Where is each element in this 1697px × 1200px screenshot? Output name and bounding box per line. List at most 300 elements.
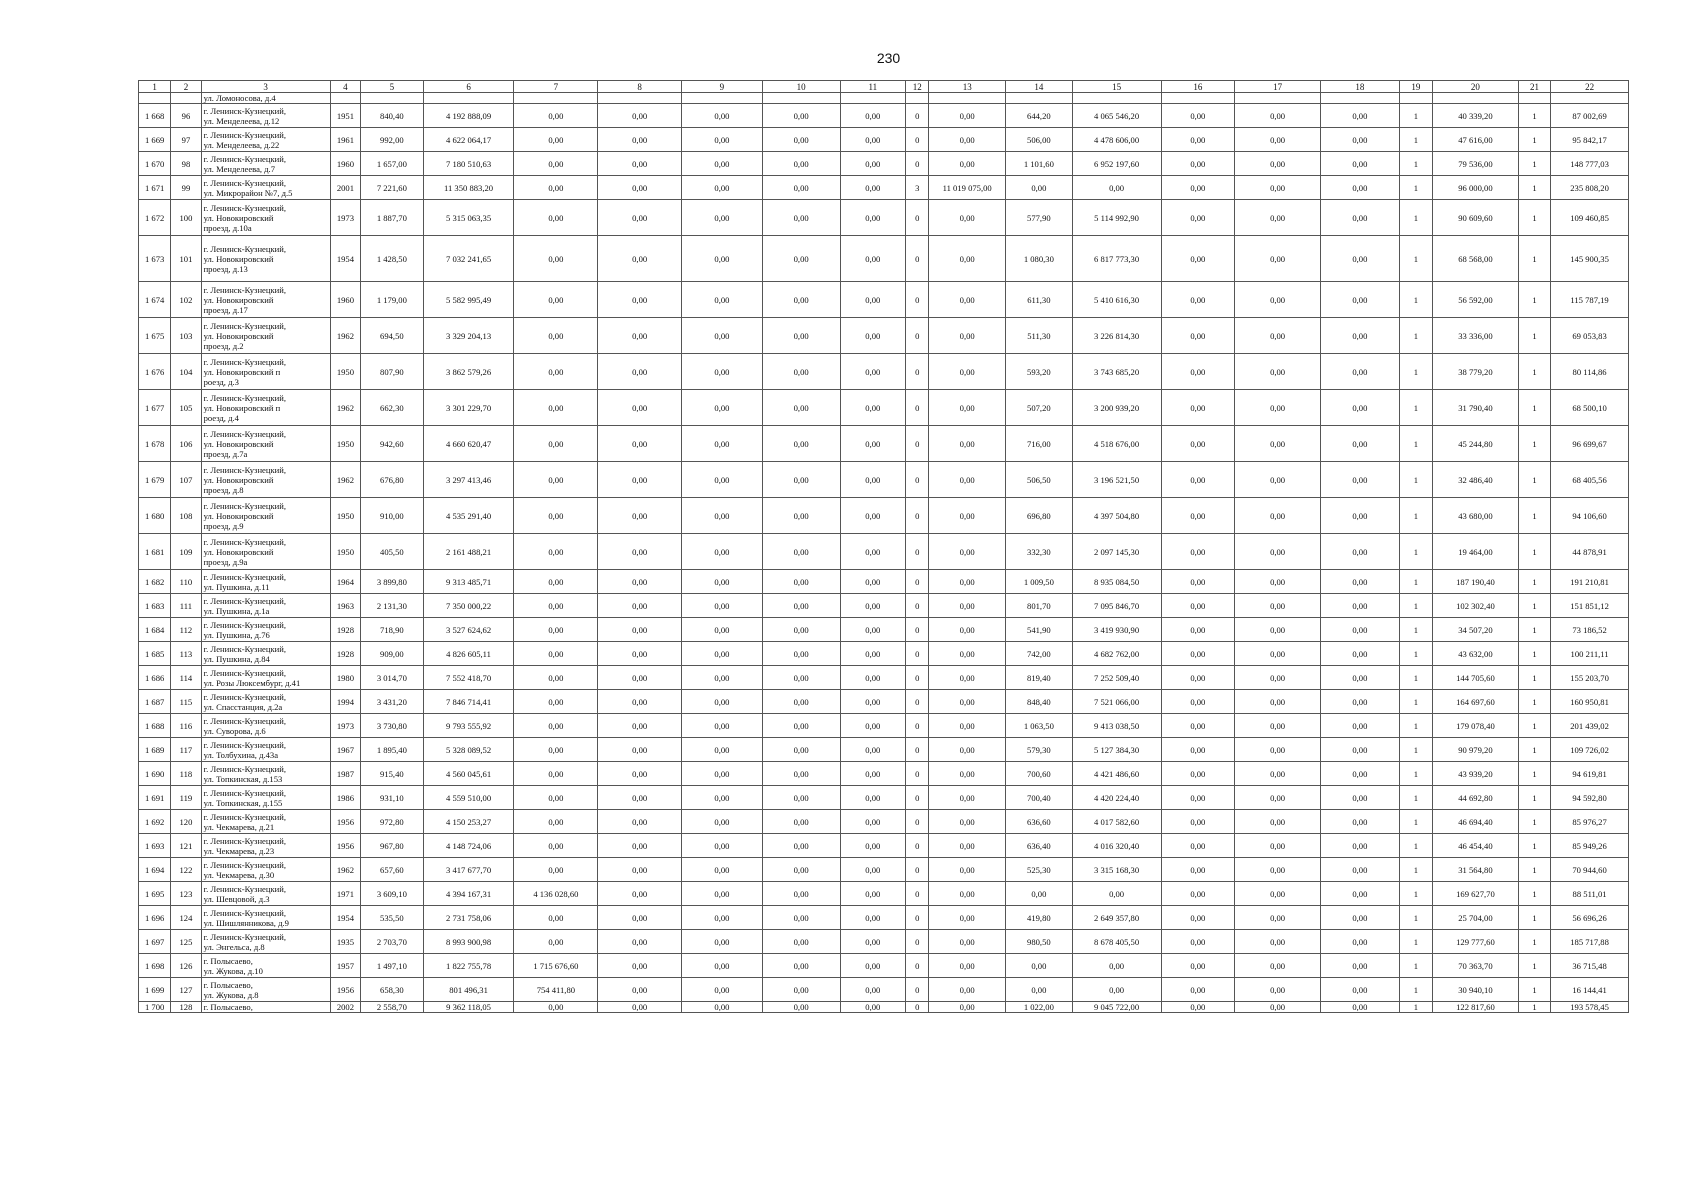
cell-col-22: 44 878,91 (1551, 534, 1629, 570)
cell-col-9: 0,00 (682, 354, 763, 390)
table-row (139, 738, 1629, 762)
cell-col-14: 0,00 (1006, 954, 1073, 978)
cell-col-15: 3 200 939,20 (1072, 390, 1161, 426)
cell-col-13: 0,00 (929, 200, 1006, 236)
cell-col-11: 0,00 (840, 534, 906, 570)
cell-col-7: 0,00 (514, 426, 598, 462)
cell-col-20: 56 592,00 (1433, 282, 1519, 318)
cell-col-7: 0,00 (514, 594, 598, 618)
cell-col-11: 0,00 (840, 834, 906, 858)
table-row (139, 152, 1629, 176)
address-cell (201, 200, 330, 236)
cell-col-13: 0,00 (929, 786, 1006, 810)
address-line: г. Ленинск-Кузнецкий, (203, 835, 286, 846)
cell-col-19: 1 (1399, 390, 1432, 426)
cell-col-7: 0,00 (514, 128, 598, 152)
address-cell (201, 594, 330, 618)
address-cell (201, 570, 330, 594)
cell-col-17: 0,00 (1235, 978, 1321, 1002)
cell-col-9: 0,00 (682, 498, 763, 534)
cell-col-4: 1986 (330, 786, 360, 810)
cell-col-19: 1 (1399, 810, 1432, 834)
cell-col-2: 101 (171, 236, 201, 282)
cell-col-2: 109 (171, 534, 201, 570)
cell-col-1: 1 671 (139, 176, 171, 200)
table-row (139, 236, 1629, 282)
cell-col-17: 0,00 (1235, 282, 1321, 318)
address-line: г. Ленинск-Кузнецкий, (203, 500, 286, 511)
cell-col-9: 0,00 (682, 882, 763, 906)
address-cell (201, 618, 330, 642)
cell-col-16: 0,00 (1161, 930, 1235, 954)
cell-col-9: 0,00 (682, 462, 763, 498)
column-header: 5 (361, 81, 424, 93)
address-cell (201, 786, 330, 810)
cell-col-16: 0,00 (1161, 282, 1235, 318)
cell-col-16: 0,00 (1161, 570, 1235, 594)
cell-col-13: 0,00 (929, 570, 1006, 594)
cell-col-6: 7 032 241,65 (423, 236, 514, 282)
cell-col-15: 6 817 773,30 (1072, 236, 1161, 282)
address-cell (201, 128, 330, 152)
cell-col-1: 1 698 (139, 954, 171, 978)
cell-col-9: 0,00 (682, 282, 763, 318)
cell-col-10: 0,00 (762, 810, 840, 834)
cell-col-12: 3 (906, 176, 929, 200)
cell-col-8: 0,00 (598, 882, 682, 906)
cell-col-7: 0,00 (514, 390, 598, 426)
cell-col-4: 1973 (330, 200, 360, 236)
cell-col-19: 1 (1399, 128, 1432, 152)
cell-col-22: 145 900,35 (1551, 236, 1629, 282)
address-cell (201, 762, 330, 786)
cell-col-10: 0,00 (762, 834, 840, 858)
cell-col-11: 0,00 (840, 462, 906, 498)
cell-col-10: 0,00 (762, 690, 840, 714)
cell-col-6: 5 328 089,52 (423, 738, 514, 762)
cell-col-12: 0 (906, 236, 929, 282)
cell-col-7: 0,00 (514, 810, 598, 834)
cell-col-2: 128 (171, 1002, 201, 1013)
column-header: 3 (201, 81, 330, 93)
cell-col-19: 1 (1399, 666, 1432, 690)
cell-col-22: 73 186,52 (1551, 618, 1629, 642)
cell-col-21: 1 (1518, 128, 1550, 152)
cell-col-22: 88 511,01 (1551, 882, 1629, 906)
cell-col-8: 0,00 (598, 200, 682, 236)
address-cell (201, 282, 330, 318)
cell-col-2: 110 (171, 570, 201, 594)
table-row (139, 176, 1629, 200)
cell-col-2: 104 (171, 354, 201, 390)
cell-col-9: 0,00 (682, 570, 763, 594)
cell-col-4: 1962 (330, 390, 360, 426)
cell-col-8: 0,00 (598, 570, 682, 594)
cell-col-10: 0,00 (762, 354, 840, 390)
cell-col-20: 40 339,20 (1433, 104, 1519, 128)
cell-col-5: 2 558,70 (361, 1002, 424, 1013)
address-line: ул. Шишлянникова, д.9 (203, 917, 289, 928)
address-line: ул. Менделеева, д.22 (203, 139, 280, 150)
column-header: 6 (423, 81, 514, 93)
cell-col-21: 1 (1518, 954, 1550, 978)
address-line: г. Ленинск-Кузнецкий, (203, 284, 286, 295)
cell-col-16: 0,00 (1161, 236, 1235, 282)
cell-col-13: 0,00 (929, 354, 1006, 390)
cell-col-15: 3 226 814,30 (1072, 318, 1161, 354)
table-row (139, 200, 1629, 236)
cell-col-7: 0,00 (514, 354, 598, 390)
cell-col-14: 579,30 (1006, 738, 1073, 762)
cell-col-13: 0,00 (929, 930, 1006, 954)
cell-col-8: 0,00 (598, 282, 682, 318)
cell-col-12: 0 (906, 690, 929, 714)
cell-col-10: 0,00 (762, 618, 840, 642)
cell-col-4: 1962 (330, 858, 360, 882)
cell-col-18: 0,00 (1320, 690, 1399, 714)
cell-col-16: 0,00 (1161, 642, 1235, 666)
cell-col-18: 0,00 (1320, 498, 1399, 534)
cell-col-2: 124 (171, 906, 201, 930)
cell-col-17: 0,00 (1235, 810, 1321, 834)
address-line: г. Ленинск-Кузнецкий, (203, 763, 286, 774)
cell-col-7: 0,00 (514, 282, 598, 318)
cell-col-15: 3 196 521,50 (1072, 462, 1161, 498)
cell-col-19: 1 (1399, 594, 1432, 618)
cell-col-4: 1963 (330, 594, 360, 618)
cell-col-8: 0,00 (598, 666, 682, 690)
cell-col-22: 193 578,45 (1551, 1002, 1629, 1013)
cell-col-21: 1 (1518, 462, 1550, 498)
cell-col-7: 754 411,80 (514, 978, 598, 1002)
column-header: 2 (171, 81, 201, 93)
cell-col-1: 1 668 (139, 104, 171, 128)
cell-col-1: 1 675 (139, 318, 171, 354)
address-line: роезд, д.4 (203, 412, 239, 423)
cell-col-1: 1 672 (139, 200, 171, 236)
cell-col-2: 108 (171, 498, 201, 534)
cell-col-18: 0,00 (1320, 786, 1399, 810)
cell-col-9: 0,00 (682, 786, 763, 810)
cell-col-14: 980,50 (1006, 930, 1073, 954)
cell-col-5: 967,80 (361, 834, 424, 858)
cell-col-18: 0,00 (1320, 714, 1399, 738)
cell-col-16: 0,00 (1161, 690, 1235, 714)
cell-col-14: 0,00 (1006, 882, 1073, 906)
cell-col-7: 0,00 (514, 642, 598, 666)
table-row (139, 882, 1629, 906)
cell-col-10: 0,00 (762, 534, 840, 570)
cell-col-20: 90 609,60 (1433, 200, 1519, 236)
cell-col-6: 5 315 063,35 (423, 200, 514, 236)
cell-col-2: 126 (171, 954, 201, 978)
cell-col-18: 0,00 (1320, 104, 1399, 128)
address-line: г. Ленинск-Кузнецкий, (203, 177, 286, 188)
cell-col-11: 0,00 (840, 200, 906, 236)
cell-col-21: 1 (1518, 786, 1550, 810)
cell-col-18: 0,00 (1320, 390, 1399, 426)
cell-col-1: 1 683 (139, 594, 171, 618)
cell-col-13: 0,00 (929, 906, 1006, 930)
column-header: 16 (1161, 81, 1235, 93)
cell-col-16: 0,00 (1161, 1002, 1235, 1013)
cell-col-14: 611,30 (1006, 282, 1073, 318)
cell-col-10: 0,00 (762, 714, 840, 738)
cell-col-19: 1 (1399, 318, 1432, 354)
cell-col-18: 0,00 (1320, 810, 1399, 834)
table-row (139, 594, 1629, 618)
cell-col-10: 0,00 (762, 152, 840, 176)
cell-col-14: 636,40 (1006, 834, 1073, 858)
cell-col-18: 0,00 (1320, 462, 1399, 498)
column-header: 7 (514, 81, 598, 93)
cell-col-16: 0,00 (1161, 738, 1235, 762)
cell-col-4: 1971 (330, 882, 360, 906)
cell-col-8: 0,00 (598, 834, 682, 858)
cell-col-1: 1 700 (139, 1002, 171, 1013)
cell-col-20: 31 564,80 (1433, 858, 1519, 882)
column-header: 1 (139, 81, 171, 93)
cell-col-4: 1951 (330, 104, 360, 128)
cell-col-4: 1956 (330, 978, 360, 1002)
cell-col-13: 0,00 (929, 858, 1006, 882)
cell-col-4: 1967 (330, 738, 360, 762)
cell-col-5: 662,30 (361, 390, 424, 426)
cell-col-14: 696,80 (1006, 498, 1073, 534)
cell-col-17: 0,00 (1235, 104, 1321, 128)
cell-col-17: 0,00 (1235, 762, 1321, 786)
cell-col-2: 97 (171, 128, 201, 152)
cell-col-2: 99 (171, 176, 201, 200)
cell-col-18: 0,00 (1320, 834, 1399, 858)
cell-col-8: 0,00 (598, 236, 682, 282)
address-line: г. Ленинск-Кузнецкий, (203, 202, 286, 213)
cell-col-8: 0,00 (598, 762, 682, 786)
cell-col-19: 1 (1399, 882, 1432, 906)
cell-col-9: 0,00 (682, 152, 763, 176)
cell-col-6: 4 150 253,27 (423, 810, 514, 834)
cell-col-21: 1 (1518, 834, 1550, 858)
cell-col-2: 96 (171, 104, 201, 128)
cell-col-18: 0,00 (1320, 954, 1399, 978)
cell-col-5: 1 497,10 (361, 954, 424, 978)
table-row (139, 906, 1629, 930)
cell-col-6: 7 552 418,70 (423, 666, 514, 690)
cell-col-17: 0,00 (1235, 930, 1321, 954)
column-header: 13 (929, 81, 1006, 93)
cell-col-12: 0 (906, 282, 929, 318)
cell-col-22: 94 106,60 (1551, 498, 1629, 534)
cell-col-2: 106 (171, 426, 201, 462)
cell-col-5: 3 899,80 (361, 570, 424, 594)
address-line: ул. Шевцовой, д.3 (203, 893, 270, 904)
cell-col-11: 0,00 (840, 354, 906, 390)
table-row (139, 834, 1629, 858)
cell-col-6: 4 192 888,09 (423, 104, 514, 128)
cell-col-10: 0,00 (762, 594, 840, 618)
column-header: 22 (1551, 81, 1629, 93)
cell-col-18: 0,00 (1320, 738, 1399, 762)
address-cell (201, 978, 330, 1002)
cell-col-8: 0,00 (598, 738, 682, 762)
cell-col-19: 1 (1399, 618, 1432, 642)
cell-col-21: 1 (1518, 978, 1550, 1002)
cell-col-8: 0,00 (598, 176, 682, 200)
cell-col-7: 0,00 (514, 618, 598, 642)
cell-col-6: 4 535 291,40 (423, 498, 514, 534)
cell-col-15: 4 065 546,20 (1072, 104, 1161, 128)
cell-col-9: 0,00 (682, 666, 763, 690)
cell-col-7: 0,00 (514, 462, 598, 498)
cell-col-8: 0,00 (598, 104, 682, 128)
cell-col-14: 1 009,50 (1006, 570, 1073, 594)
cell-col-8: 0,00 (598, 618, 682, 642)
cell-col-6: 4 394 167,31 (423, 882, 514, 906)
cell-col-12: 0 (906, 906, 929, 930)
cell-col-17: 0,00 (1235, 176, 1321, 200)
cell-col-22: 151 851,12 (1551, 594, 1629, 618)
cell-col-19: 1 (1399, 498, 1432, 534)
cell-col-7: 0,00 (514, 104, 598, 128)
address-line: ул. Микрорайон №7, д.5 (203, 187, 293, 198)
cell-col-16: 0,00 (1161, 104, 1235, 128)
cell-col-22: 191 210,81 (1551, 570, 1629, 594)
cell-col-15: 0,00 (1072, 176, 1161, 200)
cell-col-15: 0,00 (1072, 954, 1161, 978)
address-line: г. Ленинск-Кузнецкий, (203, 907, 286, 918)
column-header: 17 (1235, 81, 1321, 93)
cell-col-21: 1 (1518, 762, 1550, 786)
cell-col-13: 0,00 (929, 498, 1006, 534)
table-row (139, 954, 1629, 978)
cell-col-13: 0,00 (929, 882, 1006, 906)
cell-col-20: 187 190,40 (1433, 570, 1519, 594)
cell-col-7: 0,00 (514, 152, 598, 176)
address-line: проезд, д.7а (203, 448, 248, 459)
cell-col-21: 1 (1518, 498, 1550, 534)
cell-col-1: 1 681 (139, 534, 171, 570)
cell-col-2: 103 (171, 318, 201, 354)
table-row (139, 354, 1629, 390)
cell-col-20: 79 536,00 (1433, 152, 1519, 176)
cell-col-14: 332,30 (1006, 534, 1073, 570)
cell-col-15: 7 252 509,40 (1072, 666, 1161, 690)
column-header: 14 (1006, 81, 1073, 93)
cell-col-8: 0,00 (598, 714, 682, 738)
cell-col-15: 4 420 224,40 (1072, 786, 1161, 810)
cell-col-20: 129 777,60 (1433, 930, 1519, 954)
cell-col-12: 0 (906, 954, 929, 978)
address-line: ул. Новокировский (203, 212, 274, 223)
cell-col-8: 0,00 (598, 594, 682, 618)
column-header: 20 (1433, 81, 1519, 93)
cell-col-14: 848,40 (1006, 690, 1073, 714)
cell-col-19: 1 (1399, 978, 1432, 1002)
cell-col-2: 122 (171, 858, 201, 882)
cell-col-9: 0,00 (682, 426, 763, 462)
cell-col-20: 90 979,20 (1433, 738, 1519, 762)
cell-col-13: 0,00 (929, 738, 1006, 762)
address-cell (201, 318, 330, 354)
cell-col-15: 0,00 (1072, 882, 1161, 906)
address-line: г. Ленинск-Кузнецкий, (203, 811, 286, 822)
cell-col-1: 1 677 (139, 390, 171, 426)
cell-col-15: 2 649 357,80 (1072, 906, 1161, 930)
cell-col-19: 1 (1399, 690, 1432, 714)
cell-col-21: 1 (1518, 642, 1550, 666)
cell-col-5: 1 895,40 (361, 738, 424, 762)
cell-col-14: 419,80 (1006, 906, 1073, 930)
cell-col-17: 0,00 (1235, 690, 1321, 714)
address-line: г. Ленинск-Кузнецкий, (203, 619, 286, 630)
cell-col-16: 0,00 (1161, 858, 1235, 882)
cell-col-8: 0,00 (598, 534, 682, 570)
cell-col-14: 593,20 (1006, 354, 1073, 390)
cell-col-14: 511,30 (1006, 318, 1073, 354)
cell-col-17: 0,00 (1235, 858, 1321, 882)
cell-col-17: 0,00 (1235, 594, 1321, 618)
cell-col-18: 0,00 (1320, 882, 1399, 906)
address-line: ул. Чекмарева, д.23 (203, 845, 275, 856)
cell-col-16: 0,00 (1161, 882, 1235, 906)
cell-col-12: 0 (906, 1002, 929, 1013)
cell-col-7: 0,00 (514, 200, 598, 236)
cell-col-6: 3 417 677,70 (423, 858, 514, 882)
cell-col-16: 0,00 (1161, 906, 1235, 930)
cell-col-1: 1 678 (139, 426, 171, 462)
cell-col-6: 5 582 995,49 (423, 282, 514, 318)
cell-col-20: 179 078,40 (1433, 714, 1519, 738)
cell-col-20: 25 704,00 (1433, 906, 1519, 930)
cell-col-2: 111 (171, 594, 201, 618)
cell-col-6: 2 161 488,21 (423, 534, 514, 570)
cell-col-10: 0,00 (762, 462, 840, 498)
cell-col-11: 0,00 (840, 176, 906, 200)
cell-col-20: 43 680,00 (1433, 498, 1519, 534)
address-line: проезд, д.9 (203, 520, 244, 531)
address-line: ул. Чекмарева, д.30 (203, 869, 275, 880)
cell-col-17: 0,00 (1235, 714, 1321, 738)
address-line: проезд, д.17 (203, 304, 248, 315)
cell-col-12: 0 (906, 714, 929, 738)
cell-col-18: 0,00 (1320, 930, 1399, 954)
cell-col-8: 0,00 (598, 128, 682, 152)
cell-col-4: 2002 (330, 1002, 360, 1013)
cell-col-22: 94 619,81 (1551, 762, 1629, 786)
cell-col-7: 0,00 (514, 858, 598, 882)
address-line: ул. Пушкина, д.11 (203, 581, 270, 592)
cell-col-2: 114 (171, 666, 201, 690)
cell-col-16: 0,00 (1161, 714, 1235, 738)
cell-col-11: 0,00 (840, 642, 906, 666)
cell-col-20: 44 692,80 (1433, 786, 1519, 810)
cell-col-7: 0,00 (514, 570, 598, 594)
cell-col-6: 4 559 510,00 (423, 786, 514, 810)
address-line: г. Ленинск-Кузнецкий, (203, 105, 286, 116)
address-line: г. Полысаево, (203, 955, 253, 966)
cell-col-11: 0,00 (840, 978, 906, 1002)
address-line: проезд, д.9а (203, 556, 248, 567)
cell-col-8: 0,00 (598, 1002, 682, 1013)
cell-col-9: 0,00 (682, 128, 763, 152)
cell-col-10: 0,00 (762, 390, 840, 426)
cell-col-6: 3 527 624,62 (423, 618, 514, 642)
cell-col-18: 0,00 (1320, 318, 1399, 354)
cell-col-6: 8 993 900,98 (423, 930, 514, 954)
cell-col-18: 0,00 (1320, 426, 1399, 462)
cell-col-5: 694,50 (361, 318, 424, 354)
cell-col-10: 0,00 (762, 978, 840, 1002)
